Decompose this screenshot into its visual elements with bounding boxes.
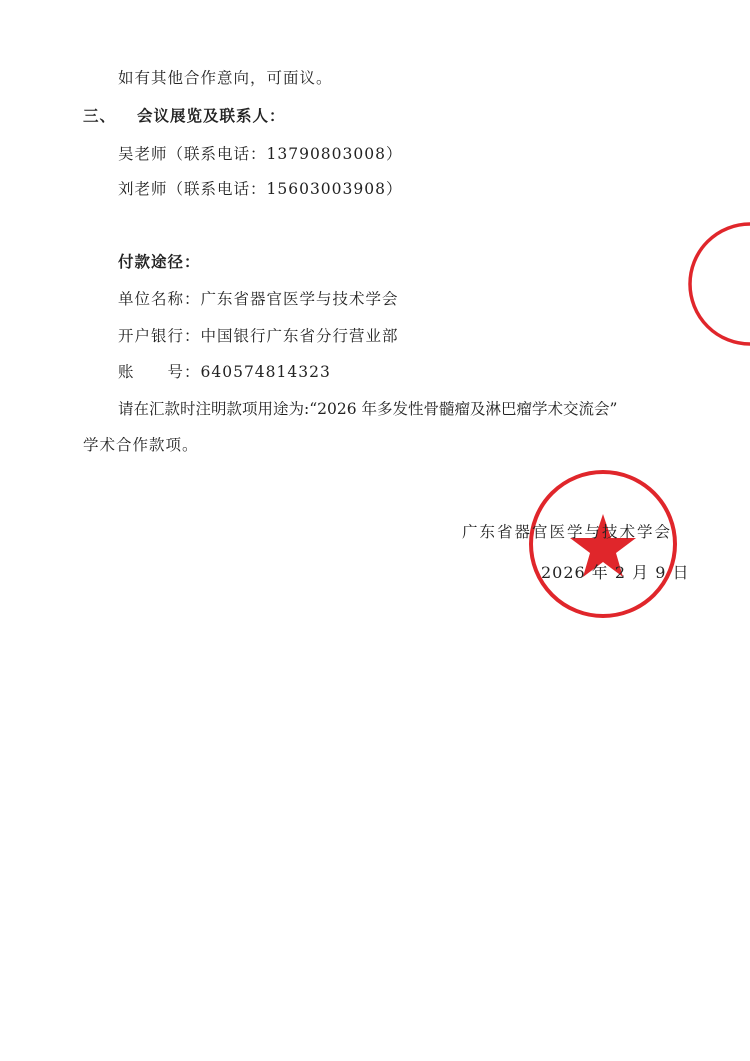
remittance-note: 请在汇款时注明款项用途为:“2026 年多发性骨髓瘤及淋巴瘤学术交流会” <box>118 400 618 418</box>
official-seal <box>527 468 679 620</box>
signer: 广东省器官医学与技术学会 <box>462 523 673 541</box>
contact-liu: 刘老师（联系电话：15603003908） <box>118 180 403 198</box>
payment-title: 付款途径： <box>118 252 201 271</box>
contact-wu: 吴老师（联系电话：13790803008） <box>118 145 403 163</box>
other-cooperation-text: 如有其他合作意向，可面议。 <box>118 69 333 87</box>
bank-name: 开户银行：中国银行广东省分行营业部 <box>118 327 399 345</box>
account-number: 账 号：640574814323 <box>118 363 331 381</box>
unit-name: 单位名称：广东省器官医学与技术学会 <box>118 290 399 308</box>
date: 2026 年 2 月 9 日 <box>541 563 690 582</box>
partial-seal <box>676 218 750 350</box>
remittance-note-cont: 学术合作款项。 <box>83 436 199 454</box>
section-title: 会议展览及联系人： <box>137 106 286 125</box>
section-number: 三、 <box>83 106 117 125</box>
